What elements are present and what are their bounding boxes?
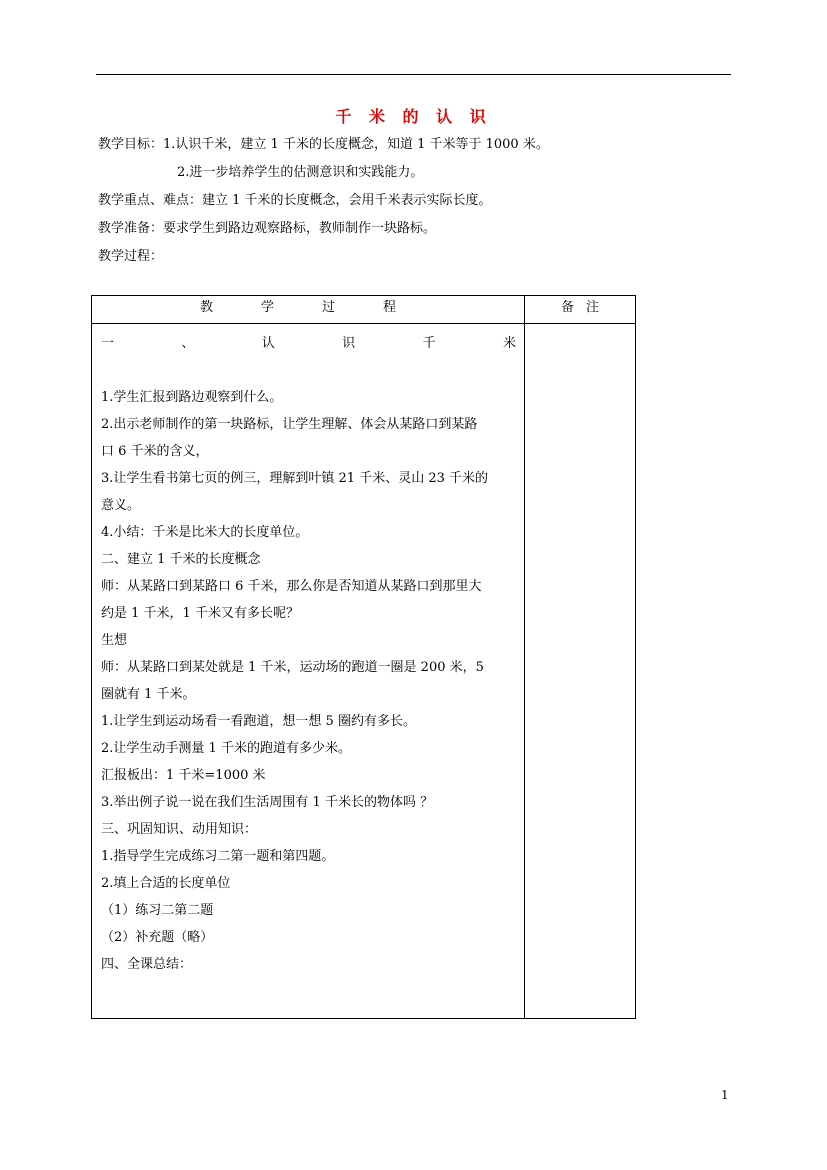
process-line: 口 6 千米的含义， — [101, 444, 209, 459]
teaching-goal-1: 教学目标：1.认识千米，建立 1 千米的长度概念，知道 1 千米等于 1000 米。 — [98, 137, 549, 152]
process-line: 师：从某路口到某处就是 1 千米，运动场的跑道一圈是 200 米，5 — [101, 660, 484, 675]
process-line: 三、巩固知识、动用知识： — [101, 822, 258, 837]
page-title: 千 米 的 认 识 — [335, 107, 492, 126]
process-line: 4.小结：千米是比米大的长度单位。 — [101, 525, 309, 540]
process-line: 生想 — [101, 633, 128, 648]
notes-cell — [525, 324, 636, 1019]
process-line: 3.让学生看书第七页的例三，理解到叶镇 21 千米、灵山 23 千米的 — [101, 471, 489, 486]
teaching-goal-2: 2.进一步培养学生的估测意识和实践能力。 — [177, 165, 424, 180]
lesson-intro — [98, 134, 738, 274]
process-line: 约是 1 千米，1 千米又有多长呢？ — [101, 606, 299, 621]
process-line: （1）练习二第二题 — [101, 903, 214, 918]
process-line: 1.让学生到运动场看一看跑道，想一想 5 圈约有多长。 — [101, 714, 416, 729]
header-char: 教 — [200, 300, 214, 315]
table-header-row — [92, 296, 636, 324]
process-line: 2.出示老师制作的第一块路标，让学生理解、体会从某路口到某路 — [101, 417, 478, 432]
process-line: 2.让学生动手测量 1 千米的跑道有多少米。 — [101, 741, 351, 756]
process-line: 3.举出例子说一说在我们生活周围有 1 千米长的物体吗 ？ — [101, 795, 434, 810]
teaching-process-label: 教学过程： — [98, 249, 164, 264]
header-char: 过 — [321, 300, 335, 315]
process-line: 1.指导学生完成练习二第一题和第四题。 — [101, 849, 335, 864]
process-line: 四、全课总结： — [101, 957, 193, 972]
process-line: 圈就有 1 千米。 — [101, 687, 196, 702]
process-line: 1.学生汇报到路边观察到什么。 — [101, 390, 283, 405]
process-line: （2）补充题（略） — [101, 930, 214, 945]
section-heading: 一 、 认 识 千 米 — [101, 336, 516, 351]
process-line: 汇报板出：1 千米=1000 米 — [101, 768, 266, 783]
teaching-key-points: 教学重点、难点：建立 1 千米的长度概念，会用千米表示实际长度。 — [98, 193, 492, 208]
process-cell — [92, 324, 525, 1019]
lesson-table — [91, 295, 636, 1019]
header-char: 学 — [260, 300, 274, 315]
header-notes-cell: 备注 — [525, 296, 636, 324]
table-body-row — [92, 324, 636, 1019]
teaching-preparation: 教学准备：要求学生到路边观察路标，教师制作一块路标。 — [98, 221, 437, 236]
process-line: 2.填上合适的长度单位 — [101, 876, 231, 891]
header-process-cell — [92, 296, 525, 324]
process-line: 意义。 — [101, 498, 141, 513]
process-line: 二、建立 1 千米的长度概念 — [101, 552, 261, 567]
header-char: 程 — [382, 300, 396, 315]
header-rule — [96, 74, 731, 75]
page-number: 1 — [721, 1088, 729, 1102]
process-line: 师：从某路口到某路口 6 千米，那么你是否知道从某路口到那里大 — [101, 579, 482, 594]
